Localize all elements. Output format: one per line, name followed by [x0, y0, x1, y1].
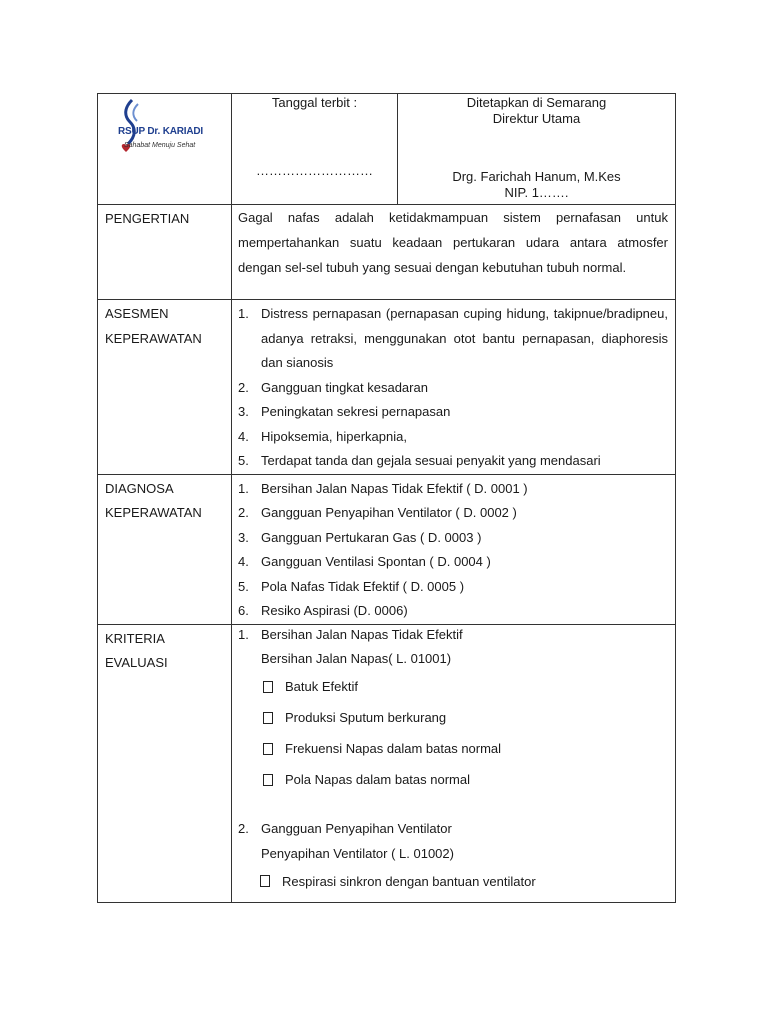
nip-text: NIP. 1…….: [504, 185, 569, 200]
checkbox-icon[interactable]: [260, 875, 270, 887]
list-item: [238, 501, 668, 526]
asesmen-content: [232, 300, 676, 475]
list-number: 4.: [238, 428, 249, 444]
list-number: 3.: [238, 404, 249, 419]
logo-name: RSUP Dr. KARIADI: [118, 126, 203, 137]
criterion-text: Produksi Sputum berkurang: [285, 710, 447, 725]
list-number: 1.: [238, 480, 249, 496]
position-text: Direktur Utama: [492, 111, 581, 126]
diagnosa-row: [98, 474, 676, 624]
pengertian-label: PENGERTIAN: [105, 211, 190, 226]
list-item: [238, 477, 668, 502]
asesmen-list: [238, 302, 668, 474]
header-row: [98, 94, 676, 205]
signatory-name: Drg. Farichah Hanum, M.Kes: [452, 169, 621, 184]
kriteria-label-cell: [98, 624, 232, 902]
established-text: Ditetapkan di Semarang: [466, 95, 607, 110]
group-title: Bersihan Jalan Napas Tidak Efektif: [261, 626, 463, 642]
issue-date-cell: [232, 94, 398, 205]
kriteria-group-2: [238, 817, 668, 842]
diagnosa-label-line: DIAGNOSA: [105, 480, 174, 496]
issue-date-value: ………………………: [256, 163, 373, 178]
group-title: Gangguan Penyapihan Ventilator: [261, 821, 452, 836]
checkbox-icon[interactable]: [263, 712, 273, 724]
kriteria-row: [98, 624, 676, 902]
list-item: [238, 449, 668, 474]
asesmen-label-line: ASESMEN: [105, 306, 169, 321]
issue-date-label: Tanggal terbit :: [271, 95, 358, 110]
diagnosa-label-line: KEPERAWATAN: [105, 505, 202, 520]
list-text: Gangguan Penyapihan Ventilator ( D. 0002 ): [261, 505, 517, 520]
group-subtitle: Bersihan Jalan Napas( L. 01001): [261, 651, 452, 666]
list-number: 3.: [238, 529, 249, 545]
criterion-item: [238, 866, 668, 897]
pengertian-label-cell: [98, 205, 232, 300]
pengertian-row: [98, 205, 676, 300]
logo-tagline: Sahabat Menuju Sehat: [124, 142, 196, 149]
list-text: Gangguan tingkat kesadaran: [261, 379, 428, 395]
diagnosa-list: [238, 477, 668, 624]
approval-cell: [398, 94, 676, 205]
list-item: [238, 550, 668, 575]
spacer: [238, 795, 668, 817]
criterion-text: Frekuensi Napas dalam batas normal: [285, 741, 502, 756]
criterion-item: [238, 733, 668, 764]
sop-table: [97, 93, 676, 903]
list-text: Gangguan Pertukaran Gas ( D. 0003 ): [261, 529, 482, 545]
list-item: [238, 376, 668, 401]
list-text: Pola Nafas Tidak Efektif ( D. 0005 ): [261, 578, 465, 594]
criterion-item: [238, 671, 668, 702]
asesmen-label-line: KEPERAWATAN: [105, 330, 202, 346]
list-item: [238, 817, 668, 842]
checkbox-icon[interactable]: [263, 681, 273, 693]
diagnosa-label-cell: [98, 474, 232, 624]
criterion-text: Pola Napas dalam batas normal: [285, 772, 470, 787]
list-number: 5.: [238, 578, 249, 594]
list-text: Hipoksemia, hiperkapnia,: [261, 428, 407, 444]
kriteria-label-line: EVALUASI: [105, 655, 168, 670]
criterion-item: [238, 702, 668, 733]
list-text: Peningkatan sekresi pernapasan: [261, 404, 451, 419]
list-text: Gangguan Ventilasi Spontan ( D. 0004 ): [261, 554, 491, 569]
kriteria-label-line: KRITERIA: [105, 630, 165, 646]
list-number: 2.: [238, 821, 249, 836]
asesmen-label-cell: [98, 300, 232, 475]
list-number: 4.: [238, 554, 249, 569]
kriteria-group-1: [238, 623, 668, 648]
list-item: [238, 425, 668, 450]
list-text: Resiko Aspirasi (D. 0006): [261, 603, 408, 618]
criterion-item: [238, 764, 668, 795]
list-text: Bersihan Jalan Napas Tidak Efektif ( D. 0001 ): [261, 480, 528, 496]
list-number: 2.: [238, 505, 249, 520]
pengertian-text: Gagal nafas adalah ketidakmampuan sistem pernafasan untuk mempertahankan suatu keadaan pertukaran udara antara atmosfer dengan sel-sel tubuh yang sesuai dengan kebutuhan tubuh normal.: [238, 210, 668, 275]
list-number: 2.: [238, 379, 249, 395]
list-number: 1.: [238, 306, 249, 321]
pengertian-content: [232, 205, 676, 300]
asesmen-row: [98, 300, 676, 475]
diagnosa-content: [232, 474, 676, 624]
list-item: [238, 599, 668, 624]
checkbox-icon[interactable]: [263, 743, 273, 755]
list-number: 1.: [238, 626, 249, 642]
kriteria-content: [232, 624, 676, 902]
list-item: [238, 302, 668, 376]
criterion-text: Batuk Efektif: [285, 679, 358, 694]
logo-cell: [98, 94, 232, 205]
criterion-text: Respirasi sinkron dengan bantuan ventilator: [282, 873, 536, 889]
list-item: [238, 623, 668, 648]
list-item: [238, 526, 668, 551]
list-item: [238, 400, 668, 425]
list-text: Terdapat tanda dan gejala sesuai penyakit yang mendasari: [261, 453, 601, 468]
checkbox-icon[interactable]: [263, 774, 273, 786]
list-number: 5.: [238, 453, 249, 468]
list-text: Distress pernapasan (pernapasan cuping hidung, takipnue/bradipneu, adanya retraksi, menggunakan otot bantu pernapasan, diaphoresis dan sianosis: [261, 306, 668, 370]
group-subtitle: Penyapihan Ventilator ( L. 01002): [261, 845, 454, 861]
list-item: [238, 575, 668, 600]
list-number: 6.: [238, 603, 249, 618]
